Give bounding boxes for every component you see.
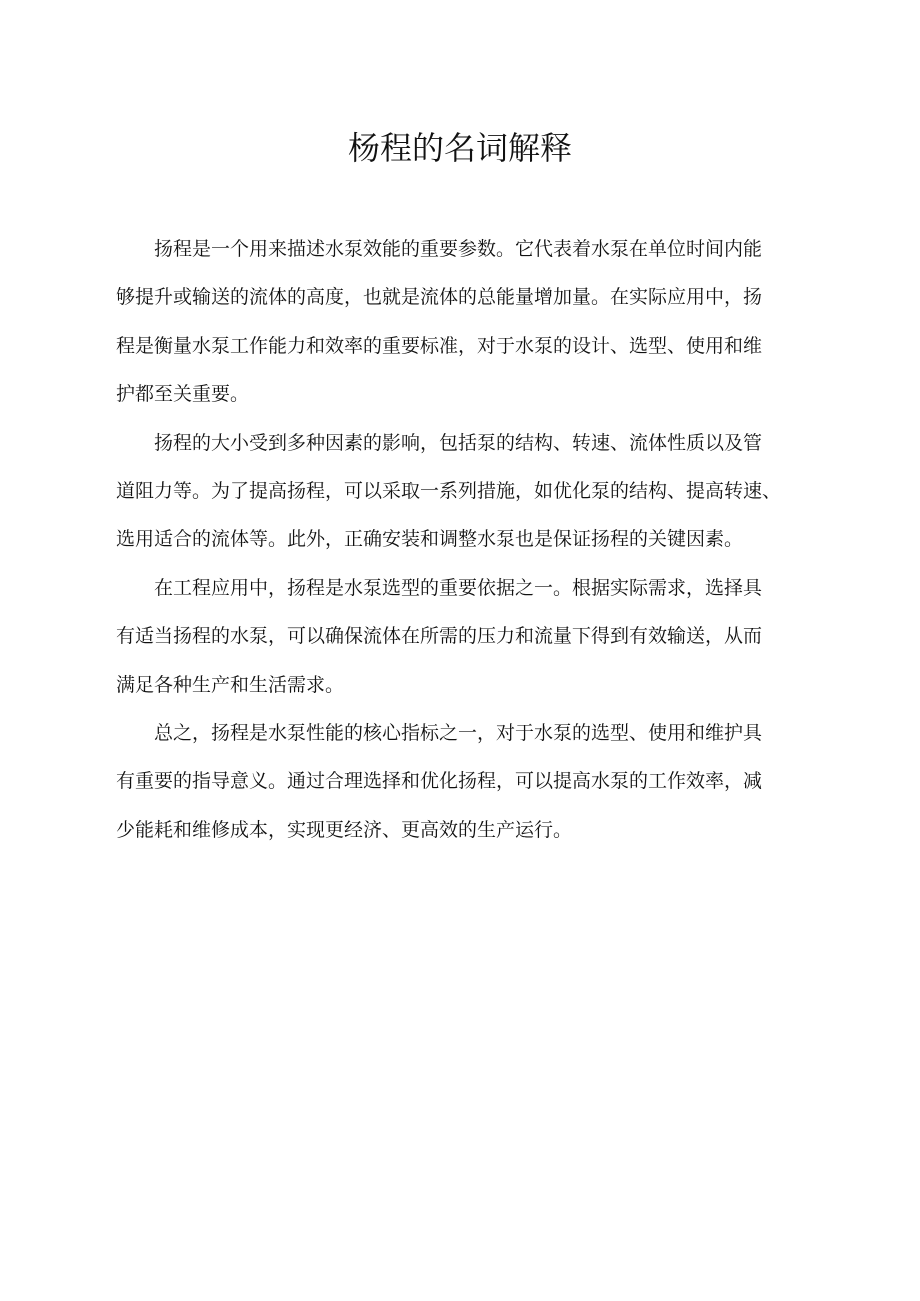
paragraph-line: 有重要的指导意义。通过合理选择和优化扬程，可以提高水泵的工作效率，减	[116, 770, 763, 793]
paragraph-line: 护都至关重要。	[116, 383, 250, 406]
paragraph-line: 扬程的大小受到多种因素的影响，包括泵的结构、转速、流体性质以及管	[154, 431, 763, 454]
paragraph-line: 扬程是一个用来描述水泵效能的重要参数。它代表着水泵在单位时间内能	[154, 238, 763, 260]
paragraph-line: 少能耗和维修成本，实现更经济、更高效的生产运行。	[116, 818, 573, 841]
paragraph-1	[116, 225, 806, 419]
document-title: 杨程的名词解释	[347, 129, 572, 167]
paragraph-line: 总之，扬程是水泵性能的核心指标之一，对于水泵的选型、使用和维护具	[154, 722, 763, 745]
paragraph-line: 满足各种生产和生活需求。	[116, 673, 345, 696]
paragraph-line: 有适当扬程的水泵，可以确保流体在所需的压力和流量下得到有效输送，从而	[116, 625, 763, 648]
paragraph-line: 在工程应用中，扬程是水泵选型的重要依据之一。根据实际需求，选择具	[154, 576, 763, 599]
paragraph-3	[116, 564, 806, 709]
paragraph-line: 程是衡量水泵工作能力和效率的重要标准，对于水泵的设计、选型、使用和维	[116, 334, 763, 357]
paragraph-2	[116, 419, 806, 564]
paragraph-line: 选用适合的流体等。此外，正确安装和调整水泵也是保证扬程的关键因素。	[116, 528, 744, 551]
document-body	[116, 225, 806, 854]
paragraph-line: 道阻力等。为了提高扬程，可以采取一系列措施，如优化泵的结构、提高转速、	[116, 480, 782, 503]
paragraph-4	[116, 709, 806, 854]
paragraph-line: 够提升或输送的流体的高度，也就是流体的总能量增加量。在实际应用中，扬	[116, 286, 763, 309]
